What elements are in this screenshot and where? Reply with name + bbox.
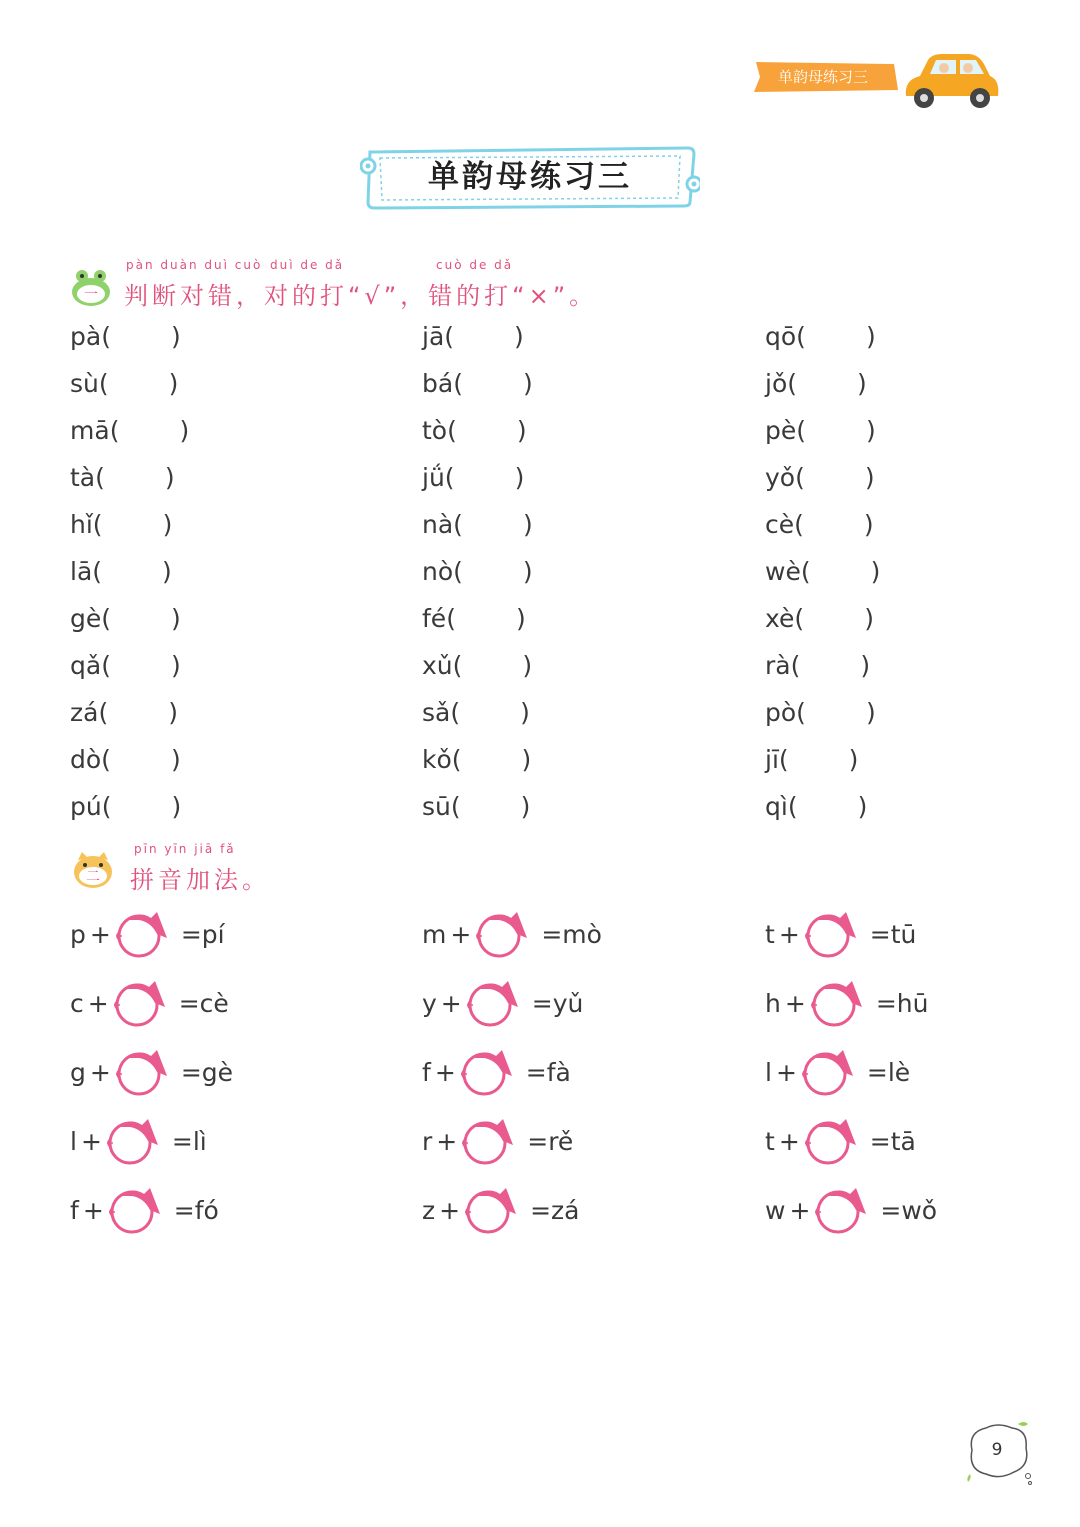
paren-open: ( [800,557,811,586]
judge-syllable: nà [422,510,454,539]
paren-open: ( [101,651,111,680]
answer-bubble-icon[interactable] [802,908,864,960]
paren-close: ) [179,416,190,445]
judge-item [765,322,876,351]
paren-open: ( [452,651,463,680]
plus-sign: + [789,1195,811,1225]
consonant: g [70,1057,86,1087]
judge-item [422,651,532,680]
paren-open: ( [101,604,112,633]
paren-close: ) [860,651,871,680]
plus-sign: + [784,988,806,1018]
addition-item [422,1115,573,1167]
judge-syllable: qǎ [70,651,102,680]
paren-close: ) [162,510,173,539]
paren-open: ( [444,322,455,351]
plus-sign: + [778,919,800,949]
equals-sign: = [530,1195,552,1225]
paren-open: ( [101,745,111,774]
judge-syllable: hǐ [70,510,93,539]
judge-item [422,369,533,398]
paren-close: ) [164,463,175,492]
judge-item [70,745,181,774]
judge-syllable: pà [70,322,102,351]
paren-open: ( [790,651,801,680]
addition-item [70,1184,219,1236]
paren-close: ) [857,369,867,398]
svg-text:二: 二 [86,869,100,885]
equals-sign: = [869,1126,891,1156]
answer-bubble-icon[interactable] [113,908,175,960]
paren-open: ( [796,698,806,727]
result-syllable: fà [546,1057,571,1087]
result-syllable: cè [199,988,229,1018]
result-syllable: mò [562,919,602,949]
page-number: 9 [991,1440,1003,1460]
paren-close: ) [522,557,533,586]
car-illustration [898,50,1002,114]
judge-item [422,557,533,586]
addition-item [70,977,229,1029]
plus-sign: + [439,1195,461,1225]
paren-open: ( [794,510,804,539]
consonant: y [422,988,437,1018]
paren-open: ( [453,510,463,539]
judge-syllable: nò [422,557,454,586]
section1-pinyin-b: duì de dǎ [270,258,345,272]
equals-sign: = [880,1195,902,1225]
judge-item [422,698,530,727]
judge-item [765,604,874,633]
paren-open: ( [446,604,456,633]
judge-item [765,463,875,492]
paren-close: ) [170,322,181,351]
section2-instruction: 拼音加法。 [130,866,270,894]
result-syllable: lè [887,1057,911,1087]
addition-item [422,977,583,1029]
addition-item [765,1184,937,1236]
section1-pinyin-a: pàn duàn duì cuò [126,258,263,272]
equals-sign: = [525,1057,547,1087]
judge-item [765,369,867,398]
paren-open: ( [98,698,109,727]
paren-close: ) [520,792,531,821]
paren-open: ( [794,604,805,633]
judge-item [70,322,181,351]
consonant: h [765,988,781,1018]
consonant: t [765,919,775,949]
paren-close: ) [521,745,532,774]
addition-item [765,977,928,1029]
consonant: f [422,1057,431,1087]
judge-syllable: dò [70,745,102,774]
answer-bubble-icon[interactable] [462,1184,524,1236]
section1-instruction: 判断对错，对的打“√”，错的打“×”。 [124,282,598,310]
paren-open: ( [787,792,798,821]
judge-item [422,745,531,774]
result-syllable: zá [551,1195,580,1225]
answer-bubble-icon[interactable] [111,977,173,1029]
judge-syllable: tà [70,463,96,492]
judge-syllable: jǒ [765,369,788,398]
judge-syllable: tò [422,416,448,445]
answer-bubble-icon[interactable] [464,977,526,1029]
paren-close: ) [162,557,172,586]
section2-pinyin: pīn yīn jiā fǎ [134,842,236,856]
judge-syllable: lā [70,557,93,586]
paren-open: ( [92,510,103,539]
paren-close: ) [863,510,874,539]
paren-close: ) [520,698,530,727]
judge-syllable: wè [765,557,801,586]
consonant: l [70,1126,77,1156]
page-title: 单韵母练习三 [428,159,632,195]
judge-item [422,463,524,492]
judge-syllable: xè [765,604,795,633]
paren-open: ( [451,745,462,774]
paren-close: ) [171,792,182,821]
answer-bubble-icon[interactable] [808,977,870,1029]
judge-syllable: gè [70,604,102,633]
addition-item [70,908,225,960]
judge-item [765,557,880,586]
plus-sign: + [87,988,109,1018]
result-syllable: tā [890,1126,916,1156]
judge-syllable: sù [70,369,99,398]
paren-close: ) [171,604,181,633]
consonant: r [422,1126,433,1156]
equals-sign: = [866,1057,888,1087]
addition-item [765,1115,916,1167]
answer-bubble-icon[interactable] [812,1184,874,1236]
judge-item [765,698,876,727]
paren-close: ) [516,416,527,445]
equals-sign: = [171,1126,193,1156]
judge-syllable: pè [765,416,797,445]
judge-item [70,510,172,539]
judge-item [70,369,178,398]
result-syllable: fó [194,1195,219,1225]
judge-item [70,792,181,821]
consonant: m [422,919,447,949]
equals-sign: = [180,1057,202,1087]
paren-open: ( [796,416,807,445]
addition-item [70,1046,233,1098]
judge-item [422,792,530,821]
answer-bubble-icon[interactable] [459,1115,521,1167]
judge-syllable: sū [422,792,451,821]
result-syllable: hū [896,988,929,1018]
paren-close: ) [522,369,533,398]
plus-sign: + [80,1126,102,1156]
answer-bubble-icon[interactable] [473,908,535,960]
equals-sign: = [531,988,553,1018]
judge-item [765,651,870,680]
paren-close: ) [864,463,875,492]
paren-open: ( [444,463,455,492]
judge-item [422,416,527,445]
paren-close: ) [515,604,526,633]
answer-bubble-icon[interactable] [799,1046,861,1098]
paren-close: ) [170,651,181,680]
answer-bubble-icon[interactable] [113,1046,175,1098]
consonant: w [765,1195,786,1225]
judge-syllable: qō [765,322,797,351]
paren-close: ) [857,792,868,821]
frog-badge-icon [70,268,112,308]
paren-open: ( [101,792,112,821]
judge-item [70,698,178,727]
paren-close: ) [514,322,524,351]
corner-tag-label: 单韵母练习三 [777,68,868,86]
judge-syllable: jǘ [422,463,445,492]
addition-item [422,908,602,960]
consonant: z [422,1195,436,1225]
judge-syllable: xǔ [422,651,453,680]
paren-open: ( [109,416,120,445]
result-syllable: rě [548,1126,574,1156]
paren-open: ( [450,792,461,821]
result-syllable: tū [890,919,917,949]
consonant: l [765,1057,772,1087]
equals-sign: = [180,919,202,949]
equals-sign: = [541,919,563,949]
paren-open: ( [453,557,463,586]
judge-item [422,322,524,351]
plus-sign: + [775,1057,797,1087]
judge-syllable: rà [765,651,791,680]
result-syllable: yǔ [552,988,584,1018]
page-number-badge [962,1420,1036,1486]
cat-badge-icon [72,850,114,890]
judge-syllable: mā [70,416,110,445]
judge-syllable: kǒ [422,745,452,774]
judge-syllable: jī [765,745,779,774]
paren-open: ( [450,698,461,727]
paren-close: ) [514,463,525,492]
judge-item [765,792,867,821]
addition-item [422,1046,571,1098]
plus-sign: + [82,1195,104,1225]
judge-syllable: pò [765,698,797,727]
answer-bubble-icon[interactable] [458,1046,520,1098]
judge-syllable: qì [765,792,788,821]
judge-syllable: fé [422,604,447,633]
paren-open: ( [453,369,463,398]
equals-sign: = [869,919,891,949]
paren-close: ) [848,745,859,774]
judge-item [70,651,181,680]
paren-close: ) [522,510,533,539]
paren-open: ( [796,322,806,351]
plus-sign: + [440,988,462,1018]
equals-sign: = [178,988,200,1018]
paren-open: ( [795,463,805,492]
addition-item [70,1115,207,1167]
paren-open: ( [98,369,109,398]
paren-close: ) [870,557,881,586]
paren-close: ) [866,416,876,445]
equals-sign: = [173,1195,195,1225]
judge-item [422,510,533,539]
paren-close: ) [865,698,876,727]
judge-item [70,557,172,586]
judge-syllable: cè [765,510,795,539]
judge-item [422,604,526,633]
paren-open: ( [95,463,105,492]
plus-sign: + [89,919,111,949]
consonant: c [70,988,84,1018]
paren-close: ) [170,745,181,774]
paren-close: ) [864,604,874,633]
paren-close: ) [168,698,178,727]
plus-sign: + [778,1126,800,1156]
consonant: f [70,1195,79,1225]
paren-close: ) [522,651,533,680]
title-banner [360,144,700,210]
answer-bubble-icon[interactable] [802,1115,864,1167]
paren-open: ( [787,369,798,398]
paren-open: ( [101,322,111,351]
result-syllable: gè [201,1057,234,1087]
paren-open: ( [92,557,103,586]
addition-item [765,1046,910,1098]
judge-syllable: pú [70,792,102,821]
paren-close: ) [865,322,876,351]
consonant: p [70,919,86,949]
judge-item [765,510,874,539]
plus-sign: + [89,1057,111,1087]
addition-item [422,1184,579,1236]
equals-sign: = [527,1126,549,1156]
equals-sign: = [875,988,897,1018]
judge-item [765,745,858,774]
plus-sign: + [434,1057,456,1087]
answer-bubble-icon[interactable] [104,1115,166,1167]
judge-syllable: bá [422,369,454,398]
judge-syllable: zá [70,698,99,727]
consonant: t [765,1126,775,1156]
plus-sign: + [450,919,472,949]
result-syllable: lì [192,1126,207,1156]
addition-item [765,908,916,960]
answer-bubble-icon[interactable] [106,1184,168,1236]
paren-open: ( [778,745,789,774]
judge-item [70,604,181,633]
judge-item [70,463,175,492]
paren-open: ( [447,416,457,445]
result-syllable: wǒ [901,1195,938,1225]
judge-item [765,416,876,445]
paren-close: ) [168,369,179,398]
judge-syllable: sǎ [422,698,451,727]
svg-text:一: 一 [84,287,98,303]
judge-item [70,416,189,445]
judge-syllable: yǒ [765,463,796,492]
result-syllable: pí [201,919,225,949]
section1-pinyin-c: cuò de dǎ [436,258,514,272]
plus-sign: + [436,1126,458,1156]
judge-syllable: jā [422,322,445,351]
corner-tag [752,60,902,94]
